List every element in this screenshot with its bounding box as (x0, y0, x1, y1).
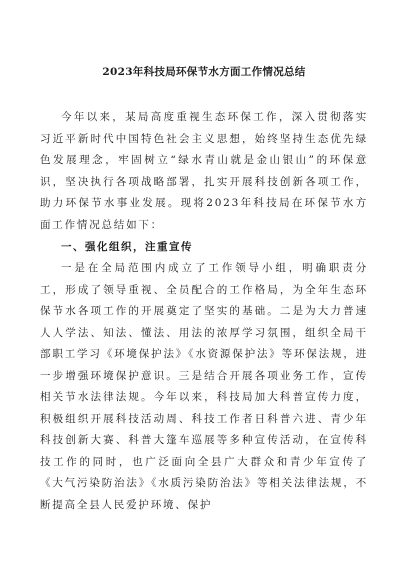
section-paragraph: 一是在全局范围内成立了工作领导小组，明确职责分工，形成了领导重视、全员配合的工作格局，为全年生态环保节水各项工作的开展奠定了坚实的基础。二是为大力普速人人学法、知法、懂法、用法的浓厚学习氛围，组织全局干部职工学习《环境保护法》《水资源保护法》等环保法规，进一步增强环境保护意识。三是结合开展各项业务工作，宣传相关节水法律法规。今年以来，科技局加大科普宣传力度，积极组织开展科技活动周、科技工作者日科普六进、青少年科技创新大赛、科普大篷车巡展等多种宣传活动，在宣传科技工作的同时，也广泛面向全县广大群众和青少年宣传了《大气污染防治法》《水质污染防治法》等相关法律法规，不断提高全县人民爱护环境、保护 (40, 262, 368, 511)
intro-paragraph: 今年以来，某局高度重视生态环保工作，深入贯彻落实习近平新时代中国特色社会主义思想，始终坚持生态优先绿色发展理念，牢固树立“绿水青山就是金山银山”的环保意识，坚决执行各项战略部署，扎实开展科技创新各项工作，助力环保节水事业发展。现将2023年科技局在环保节水方面工作情况总结如下： (40, 111, 368, 231)
section-heading: 一、强化组织，注重宣传 (61, 241, 193, 253)
document-title: 2023年科技局环保节水方面工作情况总结 (102, 66, 306, 78)
